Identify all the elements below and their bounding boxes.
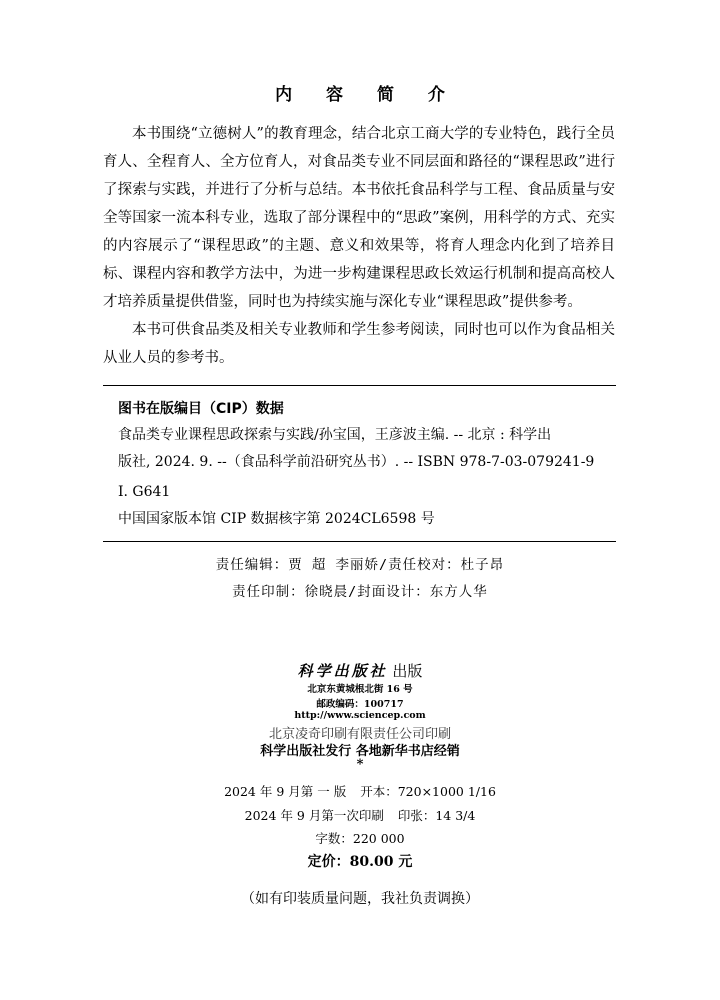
printing: 2024 年 9 月第一次印刷: [244, 808, 384, 823]
format: 开本：720×1000 1/16: [360, 784, 496, 799]
publisher-address: 北京东黄城根北街 16 号: [307, 684, 413, 695]
cip-classification: Ⅰ. G641: [118, 484, 171, 500]
cip-record-number: 中国国家版本馆 CIP 数据核字第 2024CL6598 号: [118, 511, 435, 527]
cip-line-1: 食品类专业课程思政探索与实践/孙宝国，王彦波主编. -- 北京 : 科学出: [118, 427, 552, 443]
page-title: 内 容 简 介: [275, 85, 459, 105]
publisher-brand: 科学出版社: [297, 662, 388, 680]
introduction: [103, 120, 615, 372]
publisher-suffix: 出版: [387, 662, 423, 680]
edition: 2024 年 9 月第 一 版: [224, 784, 347, 799]
sheets: 印张：14 3/4: [397, 808, 476, 823]
spec-row-printing: [0, 806, 720, 824]
divider-bottom: [103, 541, 616, 542]
publisher-name: [0, 660, 720, 681]
cip-block: [118, 422, 615, 533]
production-credits: 责任印制：徐晓晨/封面设计：东方人华: [232, 584, 488, 600]
divider-top: [103, 385, 616, 386]
spec-row-edition: [0, 782, 720, 800]
intro-paragraph-2: 本书可供食品类及相关专业教师和学生参考阅读，同时也可以作为食品相关从业人员的参考书。: [103, 322, 615, 366]
editor-credits: 责任编辑：贾 超 李丽娇/责任校对：杜子昂: [215, 557, 505, 573]
publisher-url: http://www.sciencep.com: [294, 710, 426, 721]
separator-star: *: [356, 757, 364, 772]
word-count: 字数：220 000: [315, 831, 405, 846]
printer: 北京凌奇印刷有限责任公司印刷: [268, 727, 451, 742]
distribution: 科学出版社发行 各地新华书店经销: [260, 744, 460, 759]
cip-heading: 图书在版编目（CIP）数据: [118, 401, 284, 417]
intro-paragraph-1: 本书围绕“立德树人”的教育理念，结合北京工商大学的专业特色，践行全员育人、全程育人、全方位育人，对食品类专业不同层面和路径的“课程思政”进行了探索与实践，并进行了分析与总结。本书依托食品科学与工程、食品质量与安全等国家一流本科专业，选取了部分课程中的“思政”案例，用科学的方式、充实的内容展示了“课程思政”的主题、意义和效果等，将育人理念内化到了培养目标、课程内容和教学方法中，为进一步构建课程思政长效运行机制和提高高校人才培养质量提供借鉴，同时也为持续实施与深化专业“课程思政”提供参考。: [103, 126, 615, 310]
quality-note: （如有印装质量问题，我社负责调换）: [241, 891, 479, 907]
publisher-postcode: 邮政编码：100717: [316, 699, 404, 710]
price: 定价：80.00 元: [307, 854, 413, 870]
cip-line-2: 版社, 2024. 9. --（食品科学前沿研究丛书）. -- ISBN 978-7-03-079241-9: [118, 454, 595, 470]
